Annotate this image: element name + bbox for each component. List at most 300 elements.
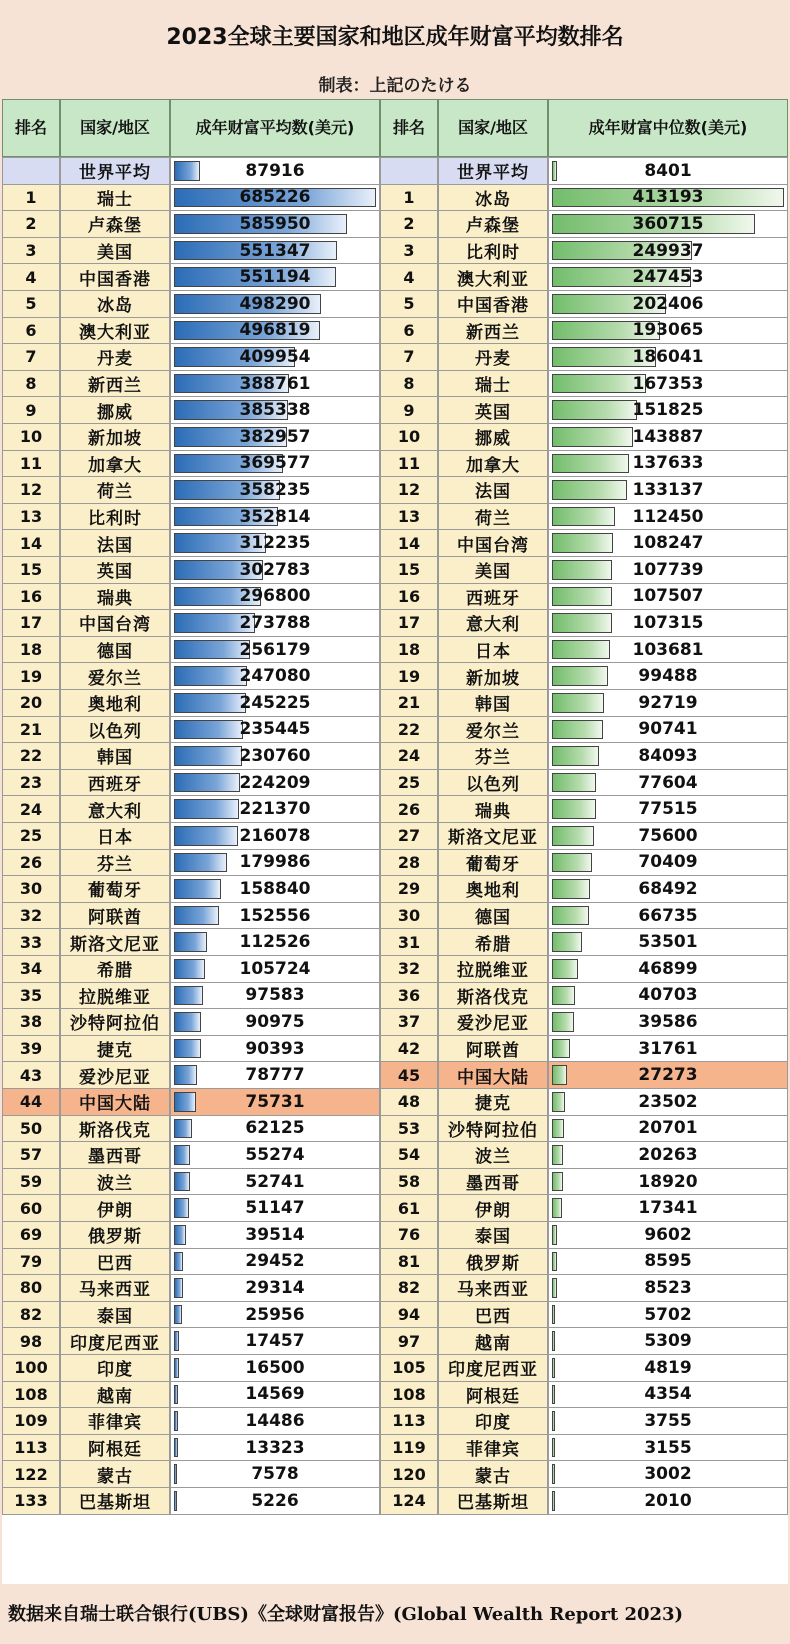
median-rank-cell: 42 — [380, 1035, 438, 1063]
mean-value-cell — [170, 583, 380, 611]
mean-data-label: 409954 — [239, 346, 311, 367]
median-data-label: 68492 — [638, 878, 698, 899]
median-data-label: 3002 — [644, 1464, 692, 1485]
median-region-cell: 斯洛文尼亚 — [438, 822, 548, 850]
mean-value-cell — [170, 290, 380, 318]
median-data-label: 202406 — [632, 293, 704, 314]
median-data-label: 8401 — [644, 160, 692, 181]
median-value-cell — [548, 157, 788, 185]
mean-rank-cell: 80 — [2, 1274, 60, 1302]
mean-region-cell: 韩国 — [60, 742, 170, 770]
median-value-cell — [548, 423, 788, 451]
median-value-cell — [548, 1381, 788, 1409]
median-value-cell — [548, 716, 788, 744]
median-rank-cell: 36 — [380, 982, 438, 1010]
mean-data-label: 352814 — [239, 506, 311, 527]
mean-value-cell — [170, 1141, 380, 1169]
mean-rank-cell: 22 — [2, 742, 60, 770]
median-data-label: 27273 — [638, 1065, 698, 1086]
mean-value-cell — [170, 1168, 380, 1196]
median-region-cell: 世界平均 — [438, 157, 548, 185]
mean-data-label: 52741 — [245, 1171, 305, 1192]
mean-region-cell: 卢森堡 — [60, 210, 170, 238]
median-rank-cell: 11 — [380, 450, 438, 478]
mean-value-cell — [170, 237, 380, 265]
mean-rank-cell: 109 — [2, 1407, 60, 1435]
mean-value-cell — [170, 503, 380, 531]
median-value-cell — [548, 1274, 788, 1302]
median-value-cell — [548, 902, 788, 930]
median-region-cell: 捷克 — [438, 1088, 548, 1116]
median-data-label: 90741 — [638, 719, 698, 740]
mean-value-cell — [170, 982, 380, 1010]
mean-region-cell: 德国 — [60, 636, 170, 664]
median-region-cell: 斯洛伐克 — [438, 982, 548, 1010]
mean-region-cell: 瑞士 — [60, 184, 170, 212]
mean-value-cell — [170, 1115, 380, 1143]
mean-value-cell — [170, 769, 380, 797]
median-value-cell — [548, 1221, 788, 1249]
mean-data-label: 382957 — [239, 426, 311, 447]
median-value-cell — [548, 290, 788, 318]
median-rank-cell: 26 — [380, 795, 438, 823]
mean-value-cell — [170, 476, 380, 504]
median-data-label: 20701 — [638, 1118, 698, 1139]
median-data-label: 133137 — [632, 479, 704, 500]
median-rank-cell: 94 — [380, 1301, 438, 1329]
mean-data-label: 551347 — [239, 240, 311, 261]
mean-rank-cell: 10 — [2, 423, 60, 451]
mean-value-cell — [170, 662, 380, 690]
median-value-cell — [548, 849, 788, 877]
median-data-label: 167353 — [632, 373, 704, 394]
mean-data-label: 152556 — [239, 905, 311, 926]
mean-value-cell — [170, 1035, 380, 1063]
median-value-cell — [548, 1008, 788, 1036]
median-data-label: 112450 — [632, 506, 704, 527]
median-value-cell — [548, 1434, 788, 1462]
median-data-label: 20263 — [638, 1144, 698, 1165]
median-value-cell — [548, 1301, 788, 1329]
median-region-cell: 丹麦 — [438, 343, 548, 371]
median-region-cell: 菲律宾 — [438, 1434, 548, 1462]
median-region-cell: 西班牙 — [438, 583, 548, 611]
median-rank-cell: 119 — [380, 1434, 438, 1462]
mean-data-label: 179986 — [239, 852, 311, 873]
median-rank-cell: 12 — [380, 476, 438, 504]
mean-region-cell: 新西兰 — [60, 370, 170, 398]
mean-region-cell: 沙特阿拉伯 — [60, 1008, 170, 1036]
median-region-cell: 奥地利 — [438, 875, 548, 903]
mean-data-label: 235445 — [239, 719, 311, 740]
median-rank-cell: 32 — [380, 955, 438, 983]
header-rank-mean: 排名 — [2, 99, 60, 157]
mean-data-label: 7578 — [251, 1464, 299, 1485]
median-data-label: 92719 — [638, 692, 698, 713]
median-rank-cell: 8 — [380, 370, 438, 398]
median-rank-cell: 81 — [380, 1248, 438, 1276]
median-data-label: 8595 — [644, 1251, 692, 1272]
mean-region-cell: 奥地利 — [60, 689, 170, 717]
median-rank-cell — [380, 157, 438, 185]
median-region-cell: 英国 — [438, 396, 548, 424]
mean-region-cell: 澳大利亚 — [60, 317, 170, 345]
mean-rank-cell: 5 — [2, 290, 60, 318]
mean-region-cell: 拉脱维亚 — [60, 982, 170, 1010]
median-region-cell: 芬兰 — [438, 742, 548, 770]
mean-data-label: 158840 — [239, 878, 311, 899]
median-region-cell: 蒙古 — [438, 1460, 548, 1488]
mean-rank-cell: 13 — [2, 503, 60, 531]
median-region-cell: 意大利 — [438, 609, 548, 637]
median-region-cell: 巴西 — [438, 1301, 548, 1329]
mean-value-cell — [170, 184, 380, 212]
median-value-cell — [548, 210, 788, 238]
header-rank-median: 排名 — [380, 99, 438, 157]
median-region-cell: 俄罗斯 — [438, 1248, 548, 1276]
mean-value-cell — [170, 1274, 380, 1302]
median-region-cell: 爱沙尼亚 — [438, 1008, 548, 1036]
mean-region-cell: 菲律宾 — [60, 1407, 170, 1435]
median-rank-cell: 31 — [380, 928, 438, 956]
mean-value-cell — [170, 210, 380, 238]
median-data-label: 143887 — [632, 426, 704, 447]
median-data-label: 66735 — [638, 905, 698, 926]
median-value-cell — [548, 556, 788, 584]
median-value-cell — [548, 1407, 788, 1435]
median-data-label: 107739 — [632, 559, 704, 580]
mean-data-label: 496819 — [239, 320, 311, 341]
median-region-cell: 马来西亚 — [438, 1274, 548, 1302]
mean-rank-cell: 38 — [2, 1008, 60, 1036]
median-value-cell — [548, 1115, 788, 1143]
mean-region-cell: 斯洛伐克 — [60, 1115, 170, 1143]
mean-rank-cell: 82 — [2, 1301, 60, 1329]
mean-value-cell — [170, 1354, 380, 1382]
median-region-cell: 日本 — [438, 636, 548, 664]
mean-value-cell — [170, 370, 380, 398]
mean-rank-cell: 18 — [2, 636, 60, 664]
median-rank-cell: 3 — [380, 237, 438, 265]
median-data-label: 107507 — [632, 586, 704, 607]
median-region-cell: 爱尔兰 — [438, 716, 548, 744]
mean-data-label: 13323 — [245, 1437, 305, 1458]
median-data-label: 3755 — [644, 1410, 692, 1431]
header-median-wealth: 成年财富中位数(美元) — [548, 99, 788, 157]
mean-rank-cell: 11 — [2, 450, 60, 478]
median-data-label: 53501 — [638, 932, 698, 953]
median-rank-cell: 97 — [380, 1327, 438, 1355]
mean-value-cell — [170, 1460, 380, 1488]
mean-region-cell: 阿根廷 — [60, 1434, 170, 1462]
median-value-cell — [548, 1194, 788, 1222]
mean-data-label: 256179 — [239, 639, 311, 660]
median-region-cell: 冰岛 — [438, 184, 548, 212]
median-value-cell — [548, 370, 788, 398]
mean-rank-cell: 43 — [2, 1061, 60, 1089]
median-rank-cell: 9 — [380, 396, 438, 424]
median-value-cell — [548, 1327, 788, 1355]
median-data-label: 4819 — [644, 1357, 692, 1378]
mean-rank-cell: 7 — [2, 343, 60, 371]
mean-rank-cell: 113 — [2, 1434, 60, 1462]
mean-region-cell: 印度尼西亚 — [60, 1327, 170, 1355]
mean-rank-cell: 50 — [2, 1115, 60, 1143]
median-rank-cell: 13 — [380, 503, 438, 531]
median-rank-cell: 113 — [380, 1407, 438, 1435]
mean-rank-cell: 16 — [2, 583, 60, 611]
mean-rank-cell: 17 — [2, 609, 60, 637]
median-data-label: 5702 — [644, 1304, 692, 1325]
mean-rank-cell: 69 — [2, 1221, 60, 1249]
median-rank-cell: 1 — [380, 184, 438, 212]
median-value-cell — [548, 583, 788, 611]
median-data-label: 413193 — [632, 187, 704, 208]
median-data-label: 75600 — [638, 825, 698, 846]
header-mean-wealth: 成年财富平均数(美元) — [170, 99, 380, 157]
median-region-cell: 越南 — [438, 1327, 548, 1355]
mean-data-label: 585950 — [239, 213, 311, 234]
mean-region-cell: 日本 — [60, 822, 170, 850]
median-value-cell — [548, 396, 788, 424]
median-data-label: 360715 — [632, 213, 704, 234]
mean-region-cell: 伊朗 — [60, 1194, 170, 1222]
median-region-cell: 沙特阿拉伯 — [438, 1115, 548, 1143]
mean-rank-cell: 32 — [2, 902, 60, 930]
median-rank-cell: 2 — [380, 210, 438, 238]
mean-rank-cell: 19 — [2, 662, 60, 690]
median-value-cell — [548, 769, 788, 797]
mean-value-cell — [170, 1008, 380, 1036]
mean-region-cell: 加拿大 — [60, 450, 170, 478]
mean-data-label: 5226 — [251, 1490, 299, 1511]
median-region-cell: 加拿大 — [438, 450, 548, 478]
mean-data-label: 75731 — [245, 1091, 305, 1112]
mean-value-cell — [170, 1301, 380, 1329]
mean-rank-cell: 2 — [2, 210, 60, 238]
header-region-mean: 国家/地区 — [60, 99, 170, 157]
median-rank-cell: 105 — [380, 1354, 438, 1382]
median-value-cell — [548, 1248, 788, 1276]
median-value-cell — [548, 662, 788, 690]
mean-data-label: 105724 — [239, 958, 311, 979]
median-region-cell: 印度尼西亚 — [438, 1354, 548, 1382]
median-region-cell: 以色列 — [438, 769, 548, 797]
mean-region-cell: 中国香港 — [60, 263, 170, 291]
mean-region-cell: 爱尔兰 — [60, 662, 170, 690]
mean-value-cell — [170, 263, 380, 291]
median-value-cell — [548, 982, 788, 1010]
median-rank-cell: 48 — [380, 1088, 438, 1116]
median-value-cell — [548, 1460, 788, 1488]
mean-data-label: 312235 — [239, 533, 311, 554]
median-region-cell: 美国 — [438, 556, 548, 584]
median-value-cell — [548, 1354, 788, 1382]
mean-data-label: 551194 — [239, 267, 311, 288]
mean-rank-cell: 59 — [2, 1168, 60, 1196]
median-data-label: 17341 — [638, 1198, 698, 1219]
mean-value-cell — [170, 1434, 380, 1462]
mean-rank-cell: 25 — [2, 822, 60, 850]
median-region-cell: 荷兰 — [438, 503, 548, 531]
mean-rank-cell: 34 — [2, 955, 60, 983]
median-rank-cell: 18 — [380, 636, 438, 664]
median-rank-cell: 29 — [380, 875, 438, 903]
mean-data-label: 302783 — [239, 559, 311, 580]
mean-value-cell — [170, 849, 380, 877]
mean-data-label: 87916 — [245, 160, 305, 181]
median-value-cell — [548, 263, 788, 291]
mean-data-label: 90393 — [245, 1038, 305, 1059]
mean-rank-cell: 14 — [2, 529, 60, 557]
median-value-cell — [548, 742, 788, 770]
mean-value-cell — [170, 396, 380, 424]
median-value-cell — [548, 795, 788, 823]
mean-region-cell: 瑞典 — [60, 583, 170, 611]
median-data-label: 103681 — [632, 639, 704, 660]
mean-data-label: 247080 — [239, 666, 311, 687]
median-data-label: 99488 — [638, 666, 698, 687]
mean-value-cell — [170, 343, 380, 371]
mean-rank-cell: 23 — [2, 769, 60, 797]
median-region-cell: 波兰 — [438, 1141, 548, 1169]
median-data-label: 186041 — [632, 346, 704, 367]
median-region-cell: 阿根廷 — [438, 1381, 548, 1409]
median-data-label: 77604 — [638, 772, 698, 793]
median-value-cell — [548, 343, 788, 371]
mean-region-cell: 俄罗斯 — [60, 1221, 170, 1249]
mean-rank-cell: 6 — [2, 317, 60, 345]
mean-rank-cell: 9 — [2, 396, 60, 424]
median-rank-cell: 30 — [380, 902, 438, 930]
mean-region-cell: 中国大陆 — [60, 1088, 170, 1116]
median-value-cell — [548, 503, 788, 531]
median-value-cell — [548, 450, 788, 478]
median-rank-cell: 120 — [380, 1460, 438, 1488]
median-value-cell — [548, 1035, 788, 1063]
median-rank-cell: 45 — [380, 1061, 438, 1089]
mean-rank-cell — [2, 157, 60, 185]
median-rank-cell: 15 — [380, 556, 438, 584]
mean-data-label: 29314 — [245, 1277, 305, 1298]
mean-region-cell: 比利时 — [60, 503, 170, 531]
mean-region-cell: 芬兰 — [60, 849, 170, 877]
mean-value-cell — [170, 1407, 380, 1435]
median-rank-cell: 27 — [380, 822, 438, 850]
median-value-cell — [548, 237, 788, 265]
mean-rank-cell: 30 — [2, 875, 60, 903]
mean-region-cell: 波兰 — [60, 1168, 170, 1196]
median-data-label: 8523 — [644, 1277, 692, 1298]
median-region-cell: 比利时 — [438, 237, 548, 265]
mean-data-label: 230760 — [239, 745, 311, 766]
mean-value-cell — [170, 689, 380, 717]
median-rank-cell: 124 — [380, 1487, 438, 1515]
mean-rank-cell: 122 — [2, 1460, 60, 1488]
median-value-cell — [548, 184, 788, 212]
median-value-cell — [548, 875, 788, 903]
median-value-cell — [548, 636, 788, 664]
mean-value-cell — [170, 556, 380, 584]
median-data-label: 84093 — [638, 745, 698, 766]
mean-region-cell: 斯洛文尼亚 — [60, 928, 170, 956]
median-rank-cell: 4 — [380, 263, 438, 291]
median-region-cell: 墨西哥 — [438, 1168, 548, 1196]
mean-region-cell: 中国台湾 — [60, 609, 170, 637]
median-data-label: 3155 — [644, 1437, 692, 1458]
mean-data-label: 358235 — [239, 479, 311, 500]
median-region-cell: 新西兰 — [438, 317, 548, 345]
median-rank-cell: 17 — [380, 609, 438, 637]
median-value-cell — [548, 955, 788, 983]
median-region-cell: 希腊 — [438, 928, 548, 956]
mean-value-cell — [170, 902, 380, 930]
mean-rank-cell: 3 — [2, 237, 60, 265]
median-region-cell: 印度 — [438, 1407, 548, 1435]
ranking-table — [2, 99, 788, 1584]
mean-data-label: 14486 — [245, 1410, 305, 1431]
mean-rank-cell: 57 — [2, 1141, 60, 1169]
mean-region-cell: 蒙古 — [60, 1460, 170, 1488]
median-value-cell — [548, 689, 788, 717]
mean-data-label: 245225 — [239, 692, 311, 713]
mean-rank-cell: 26 — [2, 849, 60, 877]
mean-region-cell: 捷克 — [60, 1035, 170, 1063]
mean-value-cell — [170, 450, 380, 478]
mean-value-cell — [170, 1381, 380, 1409]
author-credit: 制表：上記のたける — [318, 76, 472, 96]
median-rank-cell: 37 — [380, 1008, 438, 1036]
median-rank-cell: 6 — [380, 317, 438, 345]
mean-value-cell — [170, 529, 380, 557]
median-region-cell: 瑞典 — [438, 795, 548, 823]
median-rank-cell: 76 — [380, 1221, 438, 1249]
mean-region-cell: 世界平均 — [60, 157, 170, 185]
mean-region-cell: 英国 — [60, 556, 170, 584]
mean-value-cell — [170, 1088, 380, 1116]
mean-value-cell — [170, 157, 380, 185]
mean-region-cell: 意大利 — [60, 795, 170, 823]
median-data-label: 151825 — [632, 400, 704, 421]
median-rank-cell: 22 — [380, 716, 438, 744]
median-data-label: 2010 — [644, 1490, 692, 1511]
mean-value-cell — [170, 1487, 380, 1515]
median-data-label: 18920 — [638, 1171, 698, 1192]
median-data-label: 108247 — [632, 533, 704, 554]
median-data-label: 23502 — [638, 1091, 698, 1112]
mean-rank-cell: 8 — [2, 370, 60, 398]
mean-region-cell: 丹麦 — [60, 343, 170, 371]
median-data-label: 39586 — [638, 1011, 698, 1032]
mean-data-label: 112526 — [239, 932, 311, 953]
mean-region-cell: 冰岛 — [60, 290, 170, 318]
median-data-label: 9602 — [644, 1224, 692, 1245]
mean-data-label: 296800 — [239, 586, 311, 607]
mean-region-cell: 以色列 — [60, 716, 170, 744]
median-region-cell: 葡萄牙 — [438, 849, 548, 877]
mean-rank-cell: 108 — [2, 1381, 60, 1409]
median-value-cell — [548, 476, 788, 504]
median-rank-cell: 28 — [380, 849, 438, 877]
mean-region-cell: 希腊 — [60, 955, 170, 983]
median-region-cell: 中国大陆 — [438, 1061, 548, 1089]
mean-rank-cell: 4 — [2, 263, 60, 291]
mean-data-label: 385338 — [239, 400, 311, 421]
median-rank-cell: 61 — [380, 1194, 438, 1222]
mean-value-cell — [170, 1327, 380, 1355]
median-data-label: 4354 — [644, 1384, 692, 1405]
median-data-label: 77515 — [638, 799, 698, 820]
